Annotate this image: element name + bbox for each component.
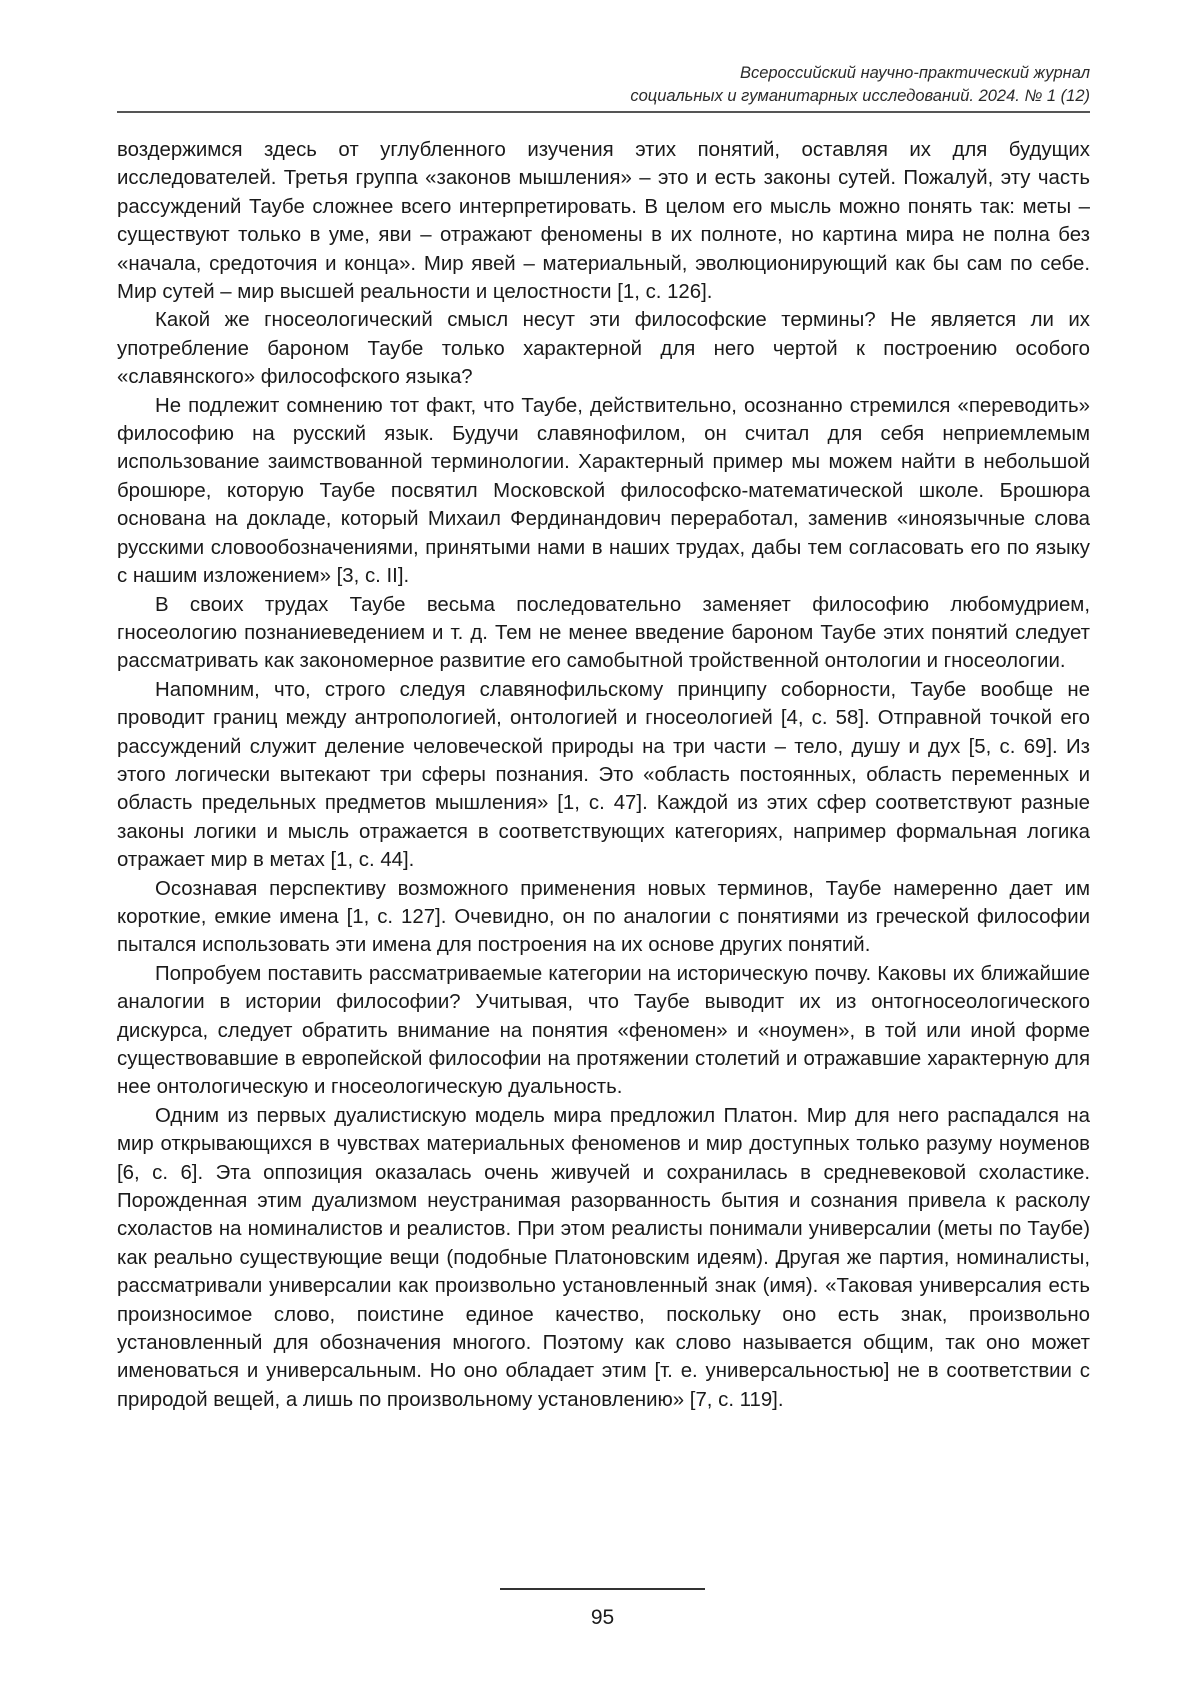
- paragraph: Попробуем поставить рассматриваемые категории на историческую почву. Каковы их ближайшие аналогии в истории философии? Учитывая, что Таубе выводит их из онтогносеологического дискурса, следует обратить внимание на понятия «феномен» и «ноумен», в той или иной форме существовавшие в европейской философии на протяжении столетий и отражавшие характерную для нее онтологическую и гносеологическую дуальность.: [117, 962, 1090, 1099]
- paragraph: Какой же гносеологический смысл несут эти философские термины? Не является ли их употребление бароном Таубе только характерной для него чертой к построению особого «славянского» философского языка?: [117, 309, 1090, 389]
- paragraph: Осознавая перспективу возможного применения новых терминов, Таубе намеренно дает им короткие, емкие имена [1, с. 127]. Очевидно, он по аналогии с понятиями из греческой философии пытался использовать эти имена для построения на их основе других понятий.: [117, 877, 1090, 957]
- running-head: [117, 62, 1090, 108]
- paragraph: В своих трудах Таубе весьма последовательно заменяет философию любомудрием, гносеологию познаниеведением и т. д. Тем не менее введение бароном Таубе этих понятий следует рассматривать как закономерное развитие его самобытной тройственной онтологии и гносеологии.: [117, 593, 1090, 673]
- footer-rule: [500, 1588, 705, 1590]
- header-rule: [117, 111, 1090, 113]
- paragraph: воздержимся здесь от углубленного изучения этих понятий, оставляя их для будущих исследователей. Третья группа «законов мышления» – это и есть законы сутей. Пожалуй, эту часть рассуждений Таубе сложнее всего интерпретировать. В целом его мысль можно понять так: меты – существуют только в уме, яви – отражают феномены в их полноте, но картина мира не полна без «начала, средоточия и конца». Мир явей – материальный, эволюционирующий как бы сам по себе. Мир сутей – мир высшей реальности и целостности [1, с. 126].: [117, 139, 1090, 304]
- journal-title-line-2: социальных и гуманитарных исследований. 2024. № 1 (12): [630, 87, 1090, 105]
- journal-title-line-1: Всероссийский научно-практический журнал: [739, 64, 1090, 82]
- paragraph: Одним из первых дуалистискую модель мира предложил Платон. Мир для него распадался на мир открывающихся в чувствах материальных феноменов и мир доступных только разуму ноуменов [6, с. 6]. Эта оппозиция оказалась очень живучей и сохранилась в средневековой схоластике. Порожденная этим дуализмом неустранимая разорванность бытия и сознания привела к расколу схоластов на номиналистов и реалистов. При этом реалисты понимали универсалии (меты по Таубе) как реально существующие вещи (подобные Платоновским идеям). Другая же партия, номиналисты, рассматривали универсалии как произвольно установленный знак (имя). «Таковая универсалия есть произносимое слово, поистине единое качество, поскольку оно есть знак, произвольно установленный для обозначения многого. Поэтому как слово называется общим, так оно может именоваться и универсальным. Но оно обладает этим [т. е. универсальностью] не в соответствии с природой вещей, а лишь по произвольному установлению» [7, с. 119].: [117, 1104, 1090, 1411]
- page-number: 95: [590, 1606, 615, 1629]
- paragraph: Напомним, что, строго следуя славянофильскому принципу соборности, Таубе вообще не проводит границ между антропологией, онтологией и гносеологией [4, с. 58]. Отправной точкой его рассуждений служит деление человеческой природы на три части – тело, душу и дух [5, с. 69]. Из этого логически вытекают три сферы познания. Это «область постоянных, область переменных и область предельных предметов мышления» [1, с. 47]. Каждой из этих сфер соответствуют разные законы логики и мысль отражается в соответствующих категориях, например формальная логика отражает мир в метах [1, с. 44].: [117, 678, 1090, 872]
- paragraph: Не подлежит сомнению тот факт, что Таубе, действительно, осознанно стремился «переводить» философию на русский язык. Будучи славянофилом, он считал для себя неприемлемым использование заимствованной терминологии. Характерный пример мы можем найти в небольшой брошюре, которую Таубе посвятил Московской философско-математической школе. Брошюра основана на докладе, который Михаил Фердинандович переработал, заменив «иноязычные слова русскими словообозначениями, принятыми нами в наших трудах, дабы тем согласовать его по языку с нашим изложением» [3, с. II].: [117, 394, 1090, 588]
- article-body: [117, 136, 1090, 1414]
